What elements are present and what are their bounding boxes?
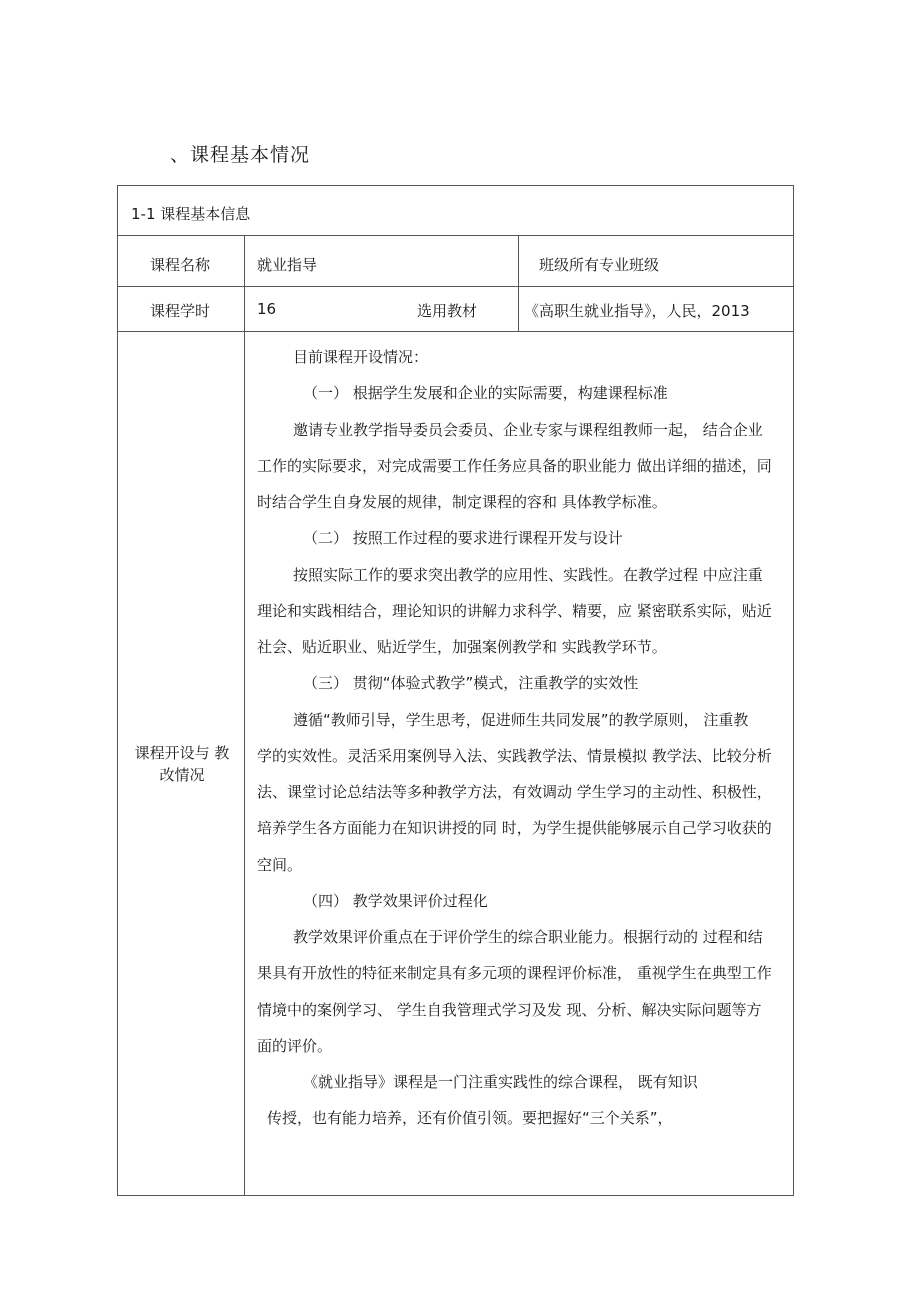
content-line: （四） 教学效果评价过程化 [303, 892, 488, 910]
content-line: （三） 贯彻“体验式教学”模式，注重教学的实效性 [303, 674, 639, 692]
content-line: 目前课程开设情况： [293, 348, 429, 366]
table-divider [118, 235, 793, 236]
content-line: （二） 按照工作过程的要求进行课程开发与设计 [303, 529, 623, 547]
content-line: 邀请专业教学指导委员会委员、企业专家与课程组教师一起， 结合企业 [293, 421, 763, 439]
class-scope-value: 班级所有专业班级 [539, 256, 660, 274]
textbook-value: 《高职生就业指导》，人民，2013 [524, 302, 750, 320]
content-line: 按照实际工作的要求突出教学的应用性、实践性。在教学过程 中应注重 [293, 566, 763, 584]
content-line: 理论和实践相结合，理论知识的讲解力求科学、精要，应 紧密联系实际，贴近 [257, 602, 772, 620]
content-line: 情境中的案例学习、 学生自我管理式学习及发 现、分析、解决实际问题等方 [257, 1001, 762, 1019]
course-hours-label: 课程学时 [150, 302, 211, 320]
content-line: 空间。 [257, 856, 303, 874]
table-divider [518, 235, 519, 331]
content-line: 社会、贴近职业、贴近学生，加强案例教学和 实践教学环节。 [257, 638, 667, 656]
course-hours-value: 16 [257, 300, 277, 318]
content-line: 遵循“教师引导，学生思考，促进师生共同发展”的教学原则， 注重教 [293, 711, 749, 729]
content-line: 学的实效性。灵活采用案例导入法、实践教学法、情景模拟 教学法、比较分析 [257, 747, 772, 765]
content-line: 培养学生各方面能力在知识讲授的同 时，为学生提供能够展示自己学习收获的 [257, 819, 772, 837]
course-reform-label [128, 742, 236, 786]
course-reform-label-line: 改情况 [159, 766, 205, 784]
course-reform-label-line: 课程开设与 教 [134, 744, 230, 762]
content-line: 《就业指导》课程是一门注重实践性的综合课程， 既有知识 [303, 1073, 698, 1091]
table-divider [244, 235, 245, 1195]
content-line: （一） 根据学生发展和企业的实际需要，构建课程标准 [303, 384, 668, 402]
course-name-label: 课程名称 [150, 256, 211, 274]
table-divider [118, 331, 793, 332]
page-heading: 、课程基本情况 [170, 144, 311, 166]
course-name-value: 就业指导 [257, 256, 318, 274]
content-line: 工作的实际要求，对完成需要工作任务应具备的职业能力 做出详细的描述，同 [257, 457, 772, 475]
table-divider [118, 286, 793, 287]
course-info-table [117, 185, 794, 1196]
content-line: 面的评价。 [257, 1037, 333, 1055]
textbook-label: 选用教材 [417, 302, 478, 320]
content-line: 时结合学生自身发展的规律，制定课程的容和 具体教学标准。 [257, 493, 667, 511]
section-title: 1-1 课程基本信息 [131, 205, 251, 223]
content-line: 果具有开放性的特征来制定具有多元项的课程评价标准， 重视学生在典型工作 [257, 964, 772, 982]
content-line: 教学效果评价重点在于评价学生的综合职业能力。根据行动的 过程和结 [293, 928, 763, 946]
content-line: 法、课堂讨论总结法等多种教学方法，有效调动 学生学习的主动性、积极性， [257, 783, 772, 801]
content-line: 传授，也有能力培养，还有价值引领。要把握好“三个关系”， [267, 1109, 673, 1127]
